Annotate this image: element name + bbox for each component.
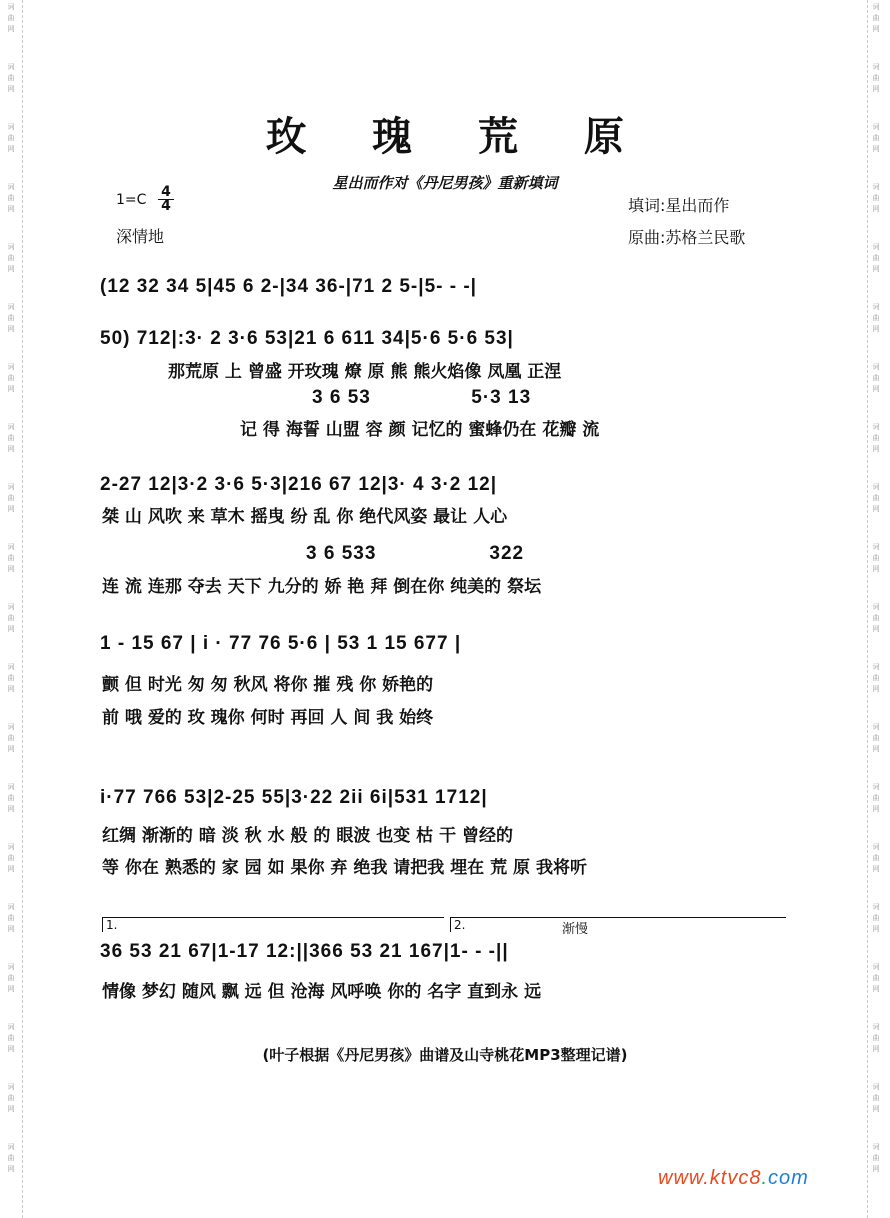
lyricist: 填词:星出而作 — [628, 196, 730, 215]
side-watermark-stamp: 词 曲 网 — [7, 3, 15, 33]
side-watermark-stamp: 词 曲 网 — [7, 243, 15, 273]
side-watermark-stamp: 词 曲 网 — [872, 1023, 880, 1053]
side-watermark-stamp: 词 曲 网 — [7, 1143, 15, 1173]
lyric-line: 前 哦 爱的 玫 瑰你 何时 再回 人 间 我 始终 — [102, 708, 434, 728]
notation-row: 3 6 533 322 — [306, 543, 525, 564]
tempo-mark: 渐慢 — [562, 922, 589, 937]
side-watermark-stamp: 词 曲 网 — [7, 363, 15, 393]
side-watermark-stamp: 词 曲 网 — [872, 843, 880, 873]
side-watermark-stamp: 词 曲 网 — [872, 123, 880, 153]
original-tune: 原曲:苏格兰民歌 — [628, 228, 746, 247]
side-watermark-stamp: 词 曲 网 — [872, 963, 880, 993]
notation-row: 1 - 15 67 | i · 77 76 5·6 | 53 1 15 677 | — [100, 633, 462, 654]
lyric-line: 那荒原 上 曾盛 开玫瑰 燎 原 熊 熊火焰像 凤凰 正涅 — [168, 362, 562, 382]
side-watermark-stamp: 词 曲 网 — [7, 783, 15, 813]
lyric-line: 记 得 海誓 山盟 容 颜 记忆的 蜜蜂仍在 花瓣 流 — [240, 420, 600, 440]
side-watermark-stamp: 词 曲 网 — [872, 363, 880, 393]
side-watermark-stamp: 词 曲 网 — [7, 663, 15, 693]
website-tail: com — [768, 1167, 809, 1189]
website-watermark — [658, 1167, 809, 1190]
side-watermark-stamp: 词 曲 网 — [7, 603, 15, 633]
side-watermark-stamp: 词 曲 网 — [7, 183, 15, 213]
side-watermark-stamp: 词 曲 网 — [872, 783, 880, 813]
website-dot: . — [761, 1167, 769, 1189]
side-watermark-stamp: 词 曲 网 — [872, 3, 880, 33]
side-watermark-stamp: 词 曲 网 — [872, 903, 880, 933]
lyric-line: 桀 山 风吹 来 草木 摇曳 纷 乱 你 绝代风姿 最让 人心 — [102, 507, 508, 527]
notation-row: 3 6 53 5·3 13 — [312, 387, 532, 408]
time-signature-bottom: 4 — [158, 199, 174, 213]
side-watermark-stamp: 词 曲 网 — [7, 423, 15, 453]
notation-row: 50) 712|:3· 2 3·6 53|21 6 611 34|5·6 5·6 53| — [100, 328, 514, 349]
side-watermark-stamp: 词 曲 网 — [7, 483, 15, 513]
song-title: 玫 瑰 荒 原 — [266, 113, 650, 160]
side-watermark-stamp: 词 曲 网 — [872, 543, 880, 573]
side-watermark-stamp: 词 曲 网 — [872, 183, 880, 213]
second-ending-bracket: 2. — [450, 917, 786, 932]
side-watermark-stamp: 词 曲 网 — [7, 123, 15, 153]
side-watermark-stamp: 词 曲 网 — [872, 663, 880, 693]
side-watermark-stamp: 词 曲 网 — [7, 963, 15, 993]
side-watermark-stamp: 词 曲 网 — [7, 903, 15, 933]
side-watermark-stamp: 词 曲 网 — [7, 723, 15, 753]
notation-row: (12 32 34 5|45 6 2-|34 36-|71 2 5-|5- - -| — [100, 276, 477, 297]
transcription-credit: (叶子根据《丹尼男孩》曲谱及山寺桃花MP3整理记谱) — [262, 1046, 628, 1064]
song-subtitle: 星出而作对《丹尼男孩》重新填词 — [332, 174, 558, 192]
notation-row: 36 53 21 67|1-17 12:||366 53 21 167|1- - -|| — [100, 941, 509, 962]
lyric-line: 红绸 渐渐的 暗 淡 秋 水 般 的 眼波 也变 枯 干 曾经的 — [102, 826, 514, 846]
lyric-line: 颤 但 时光 匆 匆 秋风 将你 摧 残 你 娇艳的 — [102, 675, 434, 695]
side-watermark-stamp: 词 曲 网 — [872, 303, 880, 333]
side-watermark-stamp: 词 曲 网 — [7, 543, 15, 573]
expression-mark: 深情地 — [116, 227, 165, 246]
side-watermark-stamp: 词 曲 网 — [7, 1083, 15, 1113]
website-main: www.ktvc8 — [658, 1167, 762, 1189]
key-signature: 1=C — [116, 192, 147, 208]
side-watermark-stamp: 词 曲 网 — [872, 723, 880, 753]
time-signature-top: 4 — [161, 184, 171, 200]
lyric-line: 连 流 连那 夺去 天下 九分的 娇 艳 拜 倒在你 纯美的 祭坛 — [102, 577, 542, 597]
side-watermark-stamp: 词 曲 网 — [872, 243, 880, 273]
lyric-line: 情像 梦幻 随风 飘 远 但 沧海 风呼唤 你的 名字 直到永 远 — [102, 982, 542, 1002]
side-watermark-stamp: 词 曲 网 — [7, 63, 15, 93]
side-watermark-stamp: 词 曲 网 — [872, 63, 880, 93]
side-watermark-stamp: 词 曲 网 — [7, 303, 15, 333]
lyric-line: 等 你在 熟悉的 家 园 如 果你 弃 绝我 请把我 埋在 荒 原 我将听 — [102, 858, 587, 878]
side-watermark-stamp: 词 曲 网 — [872, 603, 880, 633]
time-signature — [158, 186, 174, 213]
notation-row: 2-27 12|3·2 3·6 5·3|216 67 12|3· 4 3·2 12| — [100, 474, 498, 495]
notation-row: i·77 766 53|2-25 55|3·22 2ii 6i|531 1712| — [100, 787, 488, 808]
side-watermark-stamp: 词 曲 网 — [872, 1083, 880, 1113]
side-watermark-stamp: 词 曲 网 — [872, 483, 880, 513]
side-watermark-stamp: 词 曲 网 — [7, 1023, 15, 1053]
first-ending-bracket: 1. — [102, 917, 444, 932]
side-watermark-stamp: 词 曲 网 — [872, 423, 880, 453]
side-watermark-stamp: 词 曲 网 — [872, 1143, 880, 1173]
side-watermark-stamp: 词 曲 网 — [7, 843, 15, 873]
